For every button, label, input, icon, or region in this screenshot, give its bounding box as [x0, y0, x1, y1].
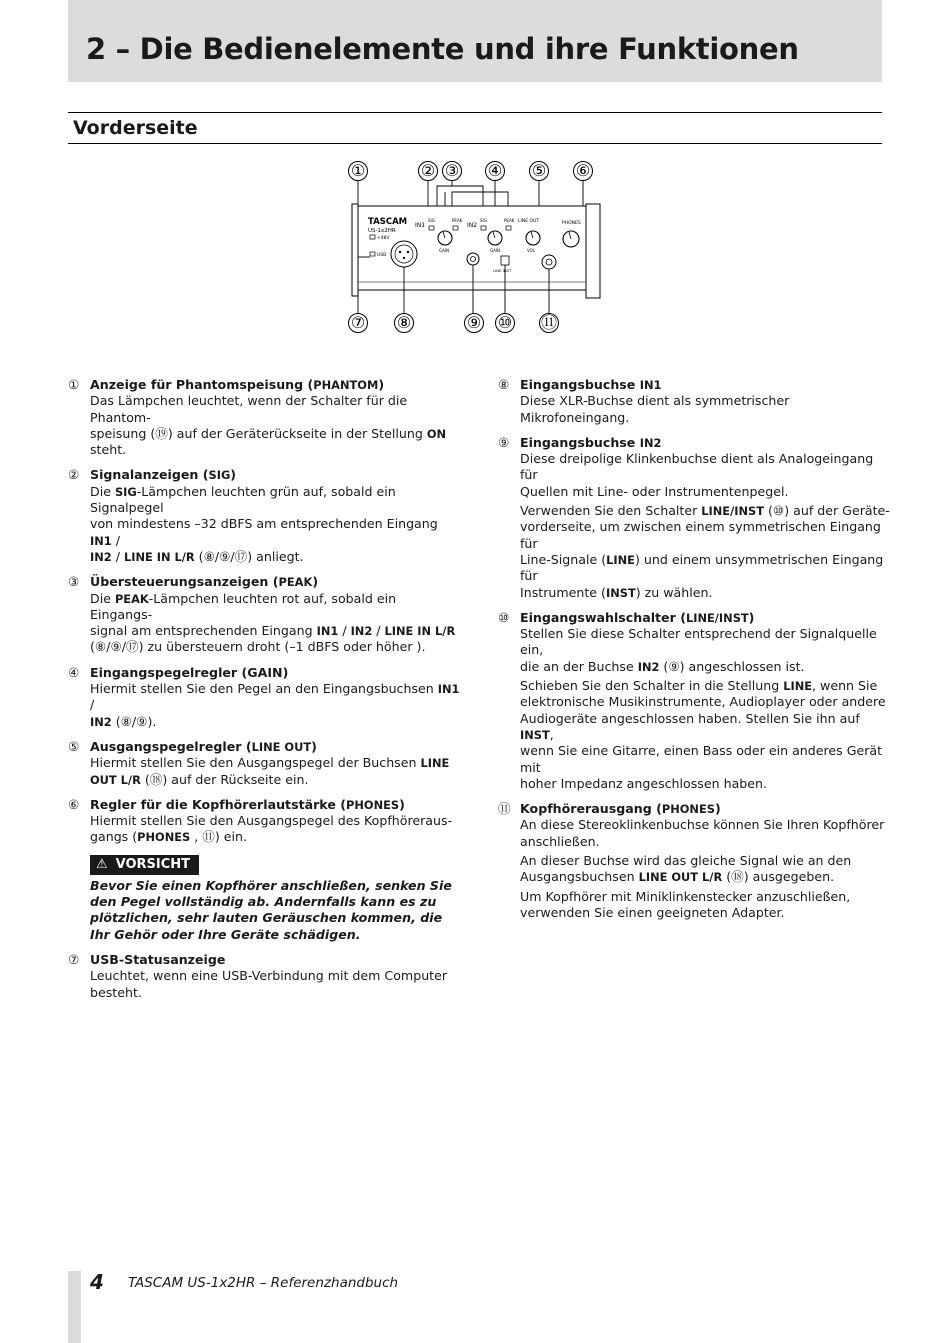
item-description: Hiermit stellen Sie den Ausgangspegel der Buchsen LINE OUT L/R (⑱) auf der Rückseite ein.	[90, 755, 450, 787]
item-description: Verwenden Sie den Schalter LINE/INST (⑩) auf der Geräte- vorderseite, um zwischen einem symmetrischen Eingang für Line-Signale (LINE) und einem unsymmetrischen Eingang für Instrumente (INST) zu wählen.	[520, 503, 890, 600]
item-description: Stellen Sie diese Schalter entsprechend der Signalquelle ein, die an der Buchse IN2 (⑨) angeschlossen ist.	[520, 626, 877, 674]
svg-text:USB: USB	[377, 253, 387, 258]
chapter-header	[68, 0, 882, 82]
svg-text:TASCAM: TASCAM	[368, 217, 408, 227]
section-title: Vorderseite	[73, 117, 198, 139]
left-item	[68, 665, 460, 730]
item-number: ⑨	[498, 434, 510, 450]
item-heading: Eingangsbuchse IN1	[520, 377, 662, 392]
left-item-list	[68, 377, 460, 846]
svg-text:US-1x2HR: US-1x2HR	[368, 228, 396, 234]
caution-label: VORSICHT	[115, 856, 191, 872]
svg-text:LINE OUT: LINE OUT	[518, 219, 540, 224]
svg-text:①: ①	[350, 161, 366, 180]
callout-9	[465, 313, 484, 333]
footer-bar	[68, 1271, 81, 1343]
warning-triangle-icon: ⚠	[96, 856, 108, 872]
left-item	[68, 377, 460, 458]
callout-6	[574, 161, 593, 181]
svg-text:LINE INST: LINE INST	[493, 268, 512, 273]
phones-jack	[542, 255, 556, 269]
item-description: Die PEAK-Lämpchen leuchten rot auf, sobald ein Eingangs- signal am entsprechenden Eingang IN1 / IN2 / LINE IN L/R (⑧/⑨/⑰) zu übersteuern droht (–1 dBFS oder höher ).	[90, 590, 456, 655]
item-heading: USB-Statusanzeige	[90, 951, 226, 967]
page-number: 4	[90, 1270, 104, 1294]
svg-text:④: ④	[487, 161, 503, 180]
svg-text:GAIN: GAIN	[490, 248, 501, 253]
right-column	[498, 377, 890, 930]
svg-text:PEAK: PEAK	[504, 218, 515, 223]
callout-8	[395, 313, 414, 333]
caution-box	[90, 855, 460, 943]
svg-text:⑨: ⑨	[466, 313, 482, 332]
callout-2	[419, 161, 438, 181]
left-item	[68, 467, 460, 565]
item-heading: Regler für die Kopfhörerlautstärke (PHONES)	[90, 796, 405, 812]
item-heading: Übersteuerungsanzeigen (PEAK)	[90, 574, 319, 590]
section-rule-bottom	[68, 143, 882, 144]
callout-10	[496, 313, 515, 333]
item-heading: Eingangsbuchse IN2	[520, 434, 662, 450]
left-item	[68, 952, 460, 1001]
document-title: TASCAM US-1x2HR – Referenzhandbuch	[128, 1275, 399, 1291]
item-heading: Ausgangspegelregler (LINE OUT)	[90, 738, 317, 754]
item-description: An diese Stereoklinkenbuchse können Sie Ihren Kopfhörer anschließen.	[520, 817, 885, 849]
callout-7	[349, 313, 368, 333]
svg-text:VOL: VOL	[527, 248, 536, 253]
svg-text:SIG: SIG	[428, 218, 435, 223]
svg-text:GAIN: GAIN	[439, 248, 450, 253]
item-description: Die SIG-Lämpchen leuchten grün auf, sobald ein Signalpegel von mindestens –32 dBFS am entsprechenden Eingang IN1 / IN2 / LINE IN L/R (⑧/⑨/⑰) anliegt.	[90, 483, 438, 564]
front-panel-diagram	[340, 156, 610, 342]
item-heading: Eingangswahlschalter (LINE/INST)	[520, 609, 755, 625]
svg-text:PEAK: PEAK	[452, 218, 463, 223]
callout-1	[349, 161, 368, 181]
svg-text:⑪: ⑪	[540, 313, 558, 332]
item-description: Um Kopfhörer mit Miniklinkenstecker anzuschließen, verwenden Sie einen geeigneten Adapter.	[520, 888, 851, 920]
item-number: ⑥	[68, 796, 80, 812]
item-number: ⑩	[498, 609, 510, 625]
svg-text:SIG: SIG	[480, 218, 487, 223]
right-item	[498, 435, 890, 601]
in2-jack	[467, 253, 479, 265]
item-heading: Kopfhörerausgang (PHONES)	[520, 801, 721, 817]
svg-text:⑥: ⑥	[575, 161, 591, 180]
item-description: Das Lämpchen leuchtet, wenn der Schalter für die Phantom- speisung (⑲) auf der Geräterückseite in der Stellung ON steht.	[90, 393, 447, 458]
item-description: Diese XLR-Buchse dient als symmetrischer Mikrofoneingang.	[520, 393, 790, 425]
svg-text:⑧: ⑧	[396, 313, 412, 332]
item-number: ⑧	[498, 377, 510, 392]
svg-text:⑤: ⑤	[531, 161, 547, 180]
item-heading: Anzeige für Phantomspeisung (PHANTOM)	[90, 377, 385, 392]
caution-badge	[90, 855, 199, 875]
callout-5	[530, 161, 549, 181]
item-number: ⑪	[498, 801, 511, 817]
section-rule-top	[68, 112, 882, 113]
callout-4	[486, 161, 505, 181]
left-item	[68, 739, 460, 788]
svg-text:②: ②	[420, 161, 436, 180]
svg-text:PHONES: PHONES	[562, 221, 581, 226]
left-column	[68, 377, 460, 1010]
left-item	[68, 574, 460, 655]
item-number: ③	[68, 574, 80, 590]
right-item	[498, 377, 890, 426]
item-description: Diese dreipolige Klinkenbuchse dient als Analogeingang für Quellen mit Line- oder Instrumentenpegel.	[520, 451, 874, 499]
item-description: Hiermit stellen Sie den Pegel an den Eingangsbuchsen IN1 / IN2 (⑧/⑨).	[90, 681, 460, 729]
svg-text:+48V: +48V	[377, 236, 390, 241]
callout-11	[540, 313, 559, 333]
item-number: ⑤	[68, 738, 80, 754]
item-description: Hiermit stellen Sie den Ausgangspegel des Kopfhöreraus- gangs (PHONES , ⑪) ein.	[90, 813, 453, 845]
svg-text:⑦: ⑦	[350, 313, 366, 332]
chapter-title: 2 – Die Bedienelemente und ihre Funktionen	[86, 32, 799, 66]
right-item	[498, 610, 890, 792]
item-description: Leuchtet, wenn eine USB-Verbindung mit dem Computer besteht.	[90, 968, 448, 1000]
line-inst-switch	[501, 256, 509, 265]
right-item-list	[498, 377, 890, 921]
item-number: ②	[68, 467, 80, 483]
item-heading: Signalanzeigen (SIG)	[90, 467, 237, 483]
callout-3	[443, 161, 462, 181]
item-description: An dieser Buchse wird das gleiche Signal wie an den Ausgangsbuchsen LINE OUT L/R (⑱) ausgegeben.	[520, 853, 852, 885]
item-description: Schieben Sie den Schalter in die Stellung LINE, wenn Sie elektronische Musikinstrumente, Audioplayer oder andere Audiogeräte angeschlossen haben. Stellen Sie ihn auf INST, wenn Sie eine Gitarre, einen Bass oder ein anderes Gerät mit hoher Impedanz angeschlossen haben.	[520, 678, 886, 791]
right-item	[498, 801, 890, 921]
left-item-list-after	[68, 952, 460, 1001]
caution-text: Bevor Sie einen Kopfhörer anschließen, senken Sie den Pegel vollständig ab. Andernfalls kann es zu plötzlichen, sehr lauten Geräuschen kommen, die Ihr Gehör oder Ihre Geräte schädigen.	[90, 877, 452, 942]
left-item	[68, 797, 460, 846]
svg-text:IN2: IN2	[467, 222, 478, 229]
svg-text:⑩: ⑩	[497, 313, 513, 332]
item-heading: Eingangspegelregler (GAIN)	[90, 664, 289, 680]
svg-text:IN1: IN1	[415, 222, 426, 229]
item-number: ⑦	[68, 951, 80, 967]
item-number: ④	[68, 664, 80, 680]
item-number: ①	[68, 377, 80, 392]
svg-text:③: ③	[444, 161, 460, 180]
